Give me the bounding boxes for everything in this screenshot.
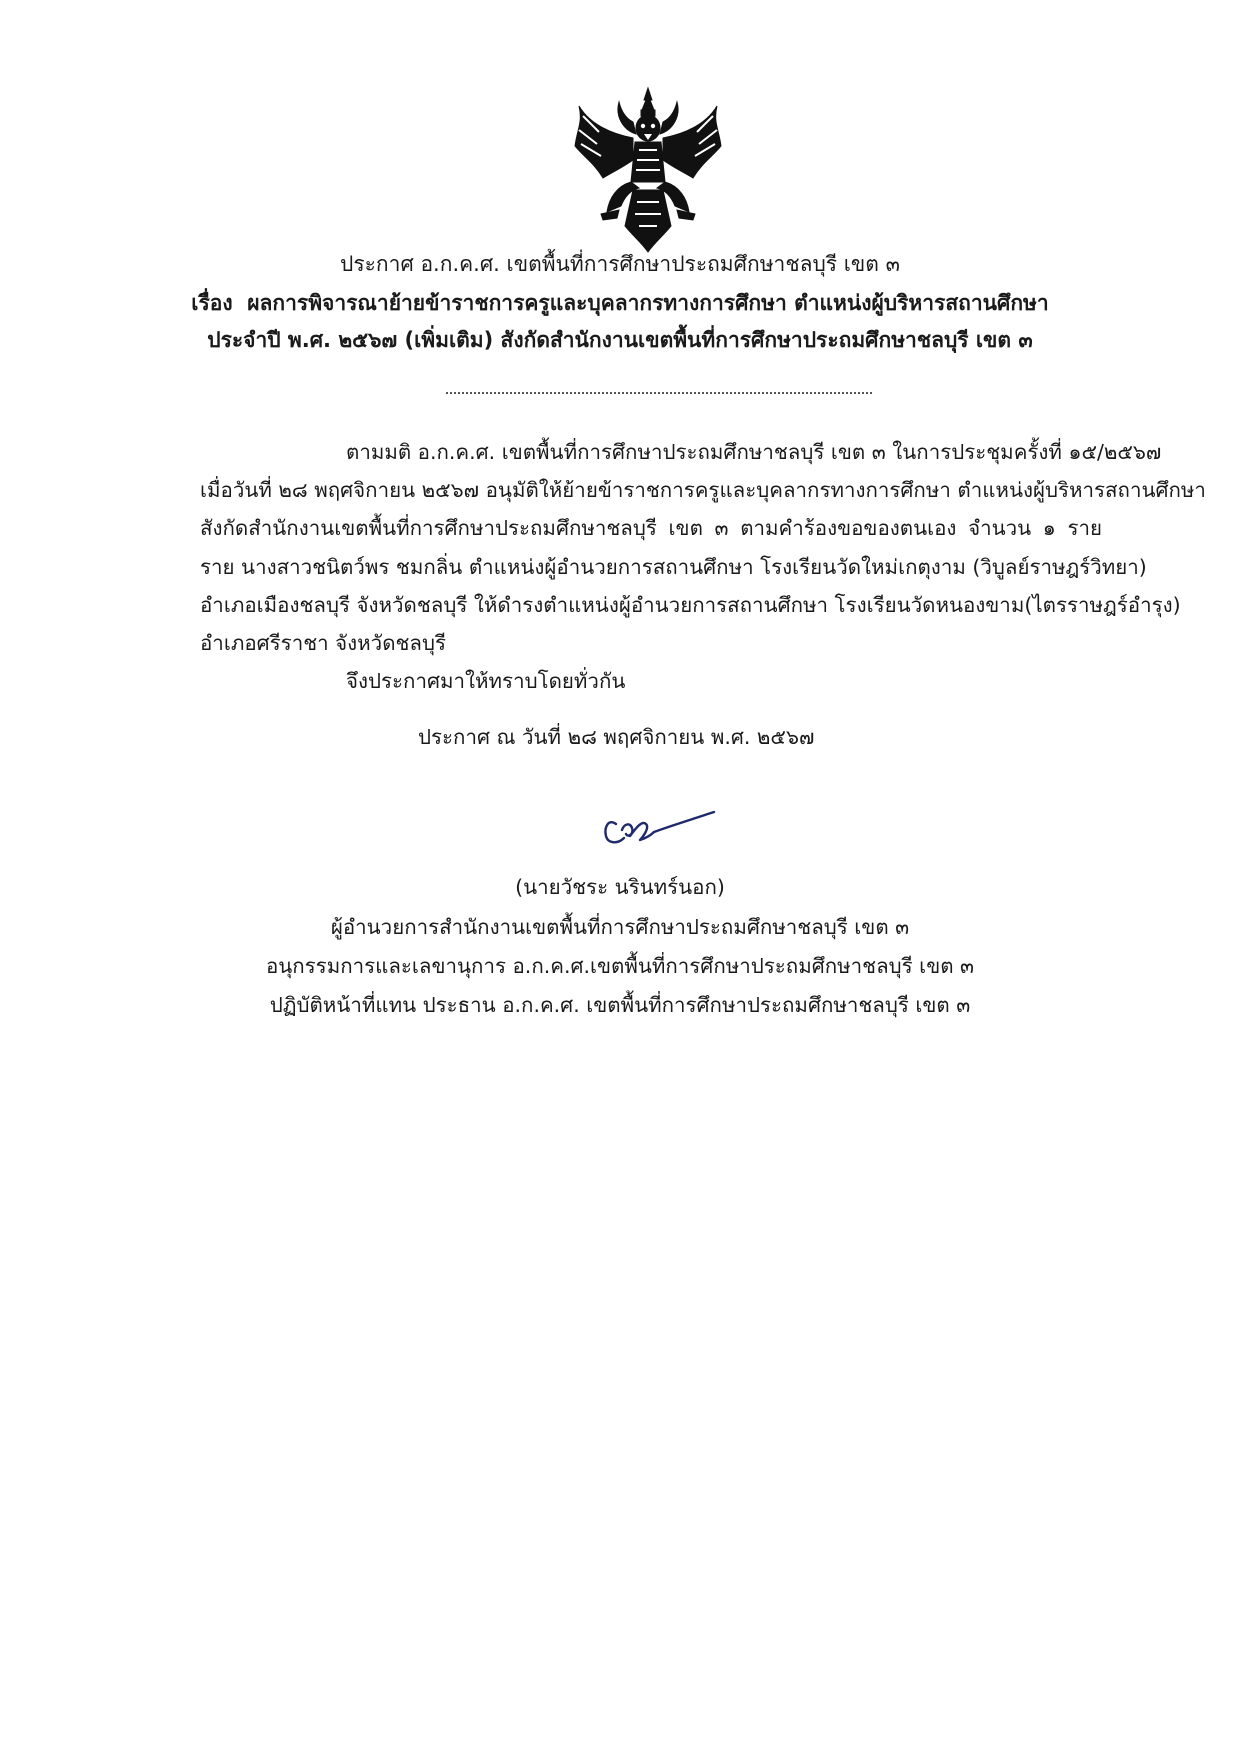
body-line-6: อำเภอศรีราชา จังหวัดชลบุรี — [200, 631, 446, 655]
subject-line-2: ประจำปี พ.ศ. ๒๕๖๗ (เพิ่มเติม) สังกัดสำนักงานเขตพื้นที่การศึกษาประถมศึกษาชลบุรี เขต ๓ — [207, 328, 1033, 352]
body-line-5: อำเภอเมืองชลบุรี จังหวัดชลบุรี ให้ดำรงตำแหน่งผู้อำนวยการสถานศึกษา โรงเรียนวัดหนองขาม(ไตรราษฎร์อำรุง) — [200, 593, 1181, 617]
subject-text-1: ผลการพิจารณาย้ายข้าราชการครูและบุคลากรทางการศึกษา ตำแหน่งผู้บริหารสถานศึกษา — [247, 291, 1049, 315]
signatory-name: (นายวัชระ นรินทร์นอก) — [515, 875, 725, 899]
subject-line-1 — [150, 287, 1090, 320]
garuda-emblem-icon — [573, 86, 723, 254]
subject-label: เรื่อง — [191, 291, 233, 315]
closing-statement: จึงประกาศมาให้ทราบโดยทั่วกัน — [346, 669, 626, 693]
signatory-position-1: ผู้อำนวยการสำนักงานเขตพื้นที่การศึกษาประถมศึกษาชลบุรี เขต ๓ — [330, 915, 910, 939]
body-line-2: เมื่อวันที่ ๒๘ พฤศจิกายน ๒๕๖๗ อนุมัติให้ย้ายข้าราชการครูและบุคลากรทางการศึกษา ตำแหน่งผู้บริหารสถานศึกษา — [200, 478, 1206, 502]
signatory-position-3: ปฏิบัติหน้าที่แทน ประธาน อ.ก.ค.ศ. เขตพื้นที่การศึกษาประถมศึกษาชลบุรี เขต ๓ — [269, 993, 971, 1017]
signature-icon — [600, 802, 718, 852]
signatory-position-2: อนุกรรมการและเลขานุการ อ.ก.ค.ศ.เขตพื้นที่การศึกษาประถมศึกษาชลบุรี เขต ๓ — [265, 954, 975, 978]
announcement-title: ประกาศ อ.ก.ค.ศ. เขตพื้นที่การศึกษาประถมศึกษาชลบุรี เขต ๓ — [340, 252, 900, 276]
announcement-date: ประกาศ ณ วันที่ ๒๘ พฤศจิกายน พ.ศ. ๒๕๖๗ — [418, 725, 815, 749]
dotted-divider — [446, 392, 872, 394]
body-line-3: สังกัดสำนักงานเขตพื้นที่การศึกษาประถมศึกษาชลบุรี เขต ๓ ตามคำร้องขอของตนเอง จำนวน ๑ ราย — [200, 516, 1102, 540]
body-line-1: ตามมติ อ.ก.ค.ศ. เขตพื้นที่การศึกษาประถมศึกษาชลบุรี เขต ๓ ในการประชุมครั้งที่ ๑๕/๒๕๖๗ — [346, 440, 1162, 464]
body-line-4: ราย นางสาวชนิตว์พร ชมกลิ่น ตำแหน่งผู้อำนวยการสถานศึกษา โรงเรียนวัดใหม่เกตุงาม (วิบูลย์ราษฎร์วิทยา) — [200, 555, 1147, 579]
